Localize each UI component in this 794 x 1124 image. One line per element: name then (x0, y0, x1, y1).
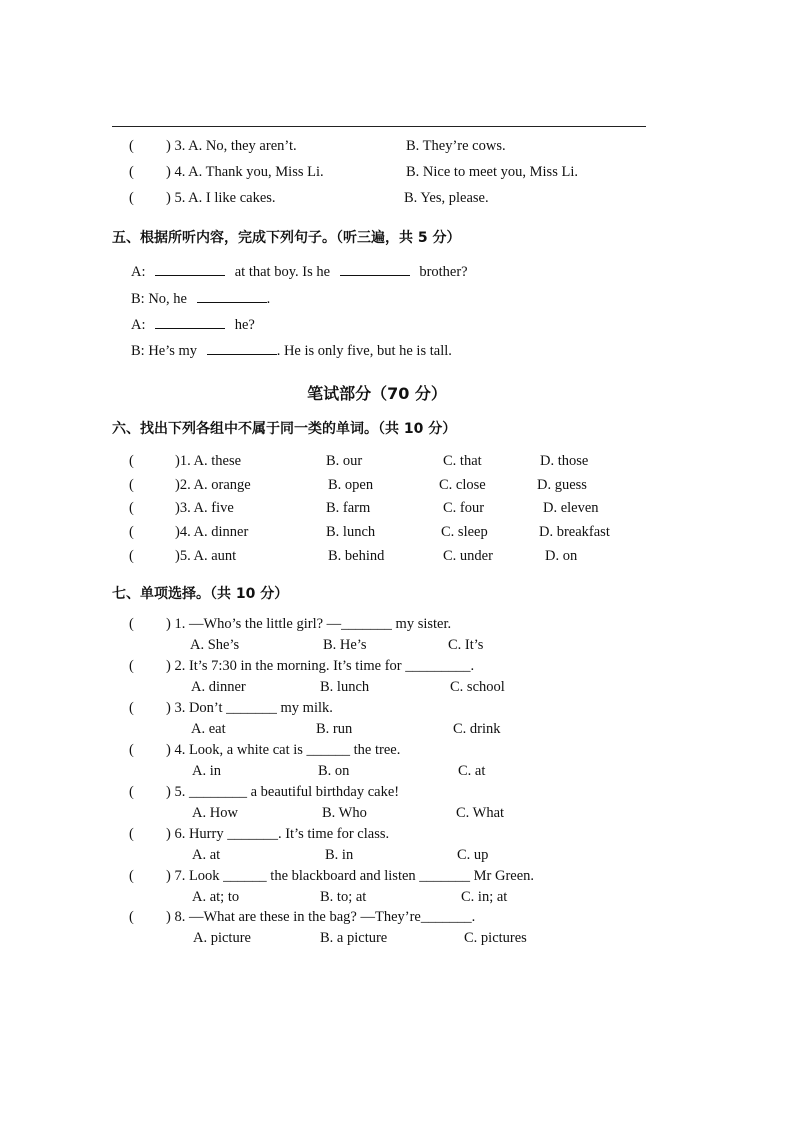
option-a: A. How (192, 805, 238, 821)
question-option-a: ) 5. A. I like cakes. (166, 190, 276, 206)
line-text: he? (234, 317, 255, 333)
option-c: C. It’s (448, 637, 484, 653)
option-b: B. They’re cows. (406, 138, 506, 154)
written-part-title: 笔试部分（70 分） (307, 384, 447, 403)
option-b: B. Nice to meet you, Miss Li. (406, 164, 578, 180)
option-b: B. in (325, 847, 354, 863)
answer-paren: ( (129, 453, 134, 469)
line-text: . He is only five, but he is tall. (276, 343, 452, 359)
option-b: B. run (316, 721, 353, 737)
option-d: D. those (540, 453, 589, 469)
option-c: C. close (439, 477, 486, 493)
answer-paren: ( (129, 826, 134, 842)
option-b: B. on (318, 763, 350, 779)
answer-blank[interactable] (207, 342, 277, 355)
option-b: B. He’s (323, 637, 367, 653)
option-a: A. dinner (191, 679, 246, 695)
answer-paren: ( (129, 524, 134, 540)
option-c: C. up (457, 847, 489, 863)
question-text: ) 4. Look, a white cat is ______ the tree. (166, 742, 401, 758)
option-d: D. on (545, 548, 578, 564)
answer-paren: ( (129, 164, 134, 180)
option-a: A. at (192, 847, 221, 863)
question-text: ) 6. Hurry _______. It’s time for class. (166, 826, 390, 842)
option-a: )3. A. five (175, 500, 234, 516)
option-a: )2. A. orange (175, 477, 251, 493)
line-text: A: (131, 264, 146, 280)
option-c: C. under (443, 548, 493, 564)
option-c: C. drink (453, 721, 501, 737)
option-b: B. farm (326, 500, 371, 516)
option-b: B. Who (322, 805, 367, 821)
dialogue-line (131, 316, 255, 334)
question-text: ) 1. —Who’s the little girl? —_______ my sister. (166, 616, 452, 632)
question-option-a: ) 4. A. Thank you, Miss Li. (166, 164, 324, 180)
dialogue-line (131, 342, 452, 360)
section-7-heading: 七、单项选择。（共 10 分） (112, 586, 289, 602)
dialogue-line (131, 290, 270, 308)
option-a: )1. A. these (175, 453, 242, 469)
answer-paren: ( (129, 548, 134, 564)
option-c: C. that (443, 453, 482, 469)
answer-paren: ( (129, 616, 134, 632)
answer-paren: ( (129, 138, 134, 154)
option-b: B. behind (328, 548, 385, 564)
option-b: B. Yes, please. (404, 190, 489, 206)
answer-blank[interactable] (155, 263, 225, 276)
option-a: A. picture (193, 930, 251, 946)
line-text: B: No, he (131, 291, 187, 307)
answer-paren: ( (129, 742, 134, 758)
answer-paren: ( (129, 700, 134, 716)
question-text: ) 7. Look ______ the blackboard and listen _______ Mr Green. (166, 868, 535, 884)
line-text: A: (131, 317, 146, 333)
answer-paren: ( (129, 477, 134, 493)
option-b: B. lunch (326, 524, 376, 540)
dialogue-line (131, 263, 468, 281)
option-d: D. breakfast (539, 524, 610, 540)
option-a: )4. A. dinner (175, 524, 249, 540)
question-text: ) 2. It’s 7:30 in the morning. It’s time for _________. (166, 658, 475, 674)
option-b: B. a picture (320, 930, 388, 946)
line-text: . (266, 291, 271, 307)
line-text: brother? (419, 264, 468, 280)
option-c: C. pictures (464, 930, 527, 946)
section-6-heading: 六、找出下列各组中不属于同一类的单词。（共 10 分） (112, 421, 457, 437)
option-c: C. school (450, 679, 505, 695)
option-b: B. to; at (320, 889, 367, 905)
answer-blank[interactable] (340, 263, 410, 276)
question-option-a: ) 3. A. No, they aren’t. (166, 138, 297, 154)
answer-paren: ( (129, 190, 134, 206)
option-a: A. eat (191, 721, 226, 737)
option-b: B. our (326, 453, 363, 469)
top-rule (112, 126, 646, 127)
question-text: ) 5. ________ a beautiful birthday cake! (166, 784, 400, 800)
question-text: ) 8. —What are these in the bag? —They’re_______. (166, 909, 476, 925)
line-text: at that boy. Is he (234, 264, 331, 280)
section-5-heading: 五、根据所听内容，完成下列句子。（听三遍，共 5 分） (112, 230, 461, 246)
option-d: D. guess (537, 477, 587, 493)
answer-paren: ( (129, 909, 134, 925)
option-c: C. in; at (461, 889, 508, 905)
option-a: A. at; to (192, 889, 240, 905)
option-a: )5. A. aunt (175, 548, 237, 564)
line-text: B: He’s my (131, 343, 198, 359)
option-c: C. sleep (441, 524, 488, 540)
option-b: B. open (328, 477, 374, 493)
option-c: C. What (456, 805, 505, 821)
option-a: A. in (192, 763, 221, 779)
option-b: B. lunch (320, 679, 370, 695)
answer-paren: ( (129, 658, 134, 674)
answer-blank[interactable] (155, 316, 225, 329)
option-a: A. She’s (190, 637, 240, 653)
answer-blank[interactable] (197, 290, 267, 303)
answer-paren: ( (129, 500, 134, 516)
answer-paren: ( (129, 784, 134, 800)
option-c: C. at (458, 763, 486, 779)
question-text: ) 3. Don’t _______ my milk. (166, 700, 333, 716)
option-c: C. four (443, 500, 485, 516)
answer-paren: ( (129, 868, 134, 884)
option-d: D. eleven (543, 500, 599, 516)
